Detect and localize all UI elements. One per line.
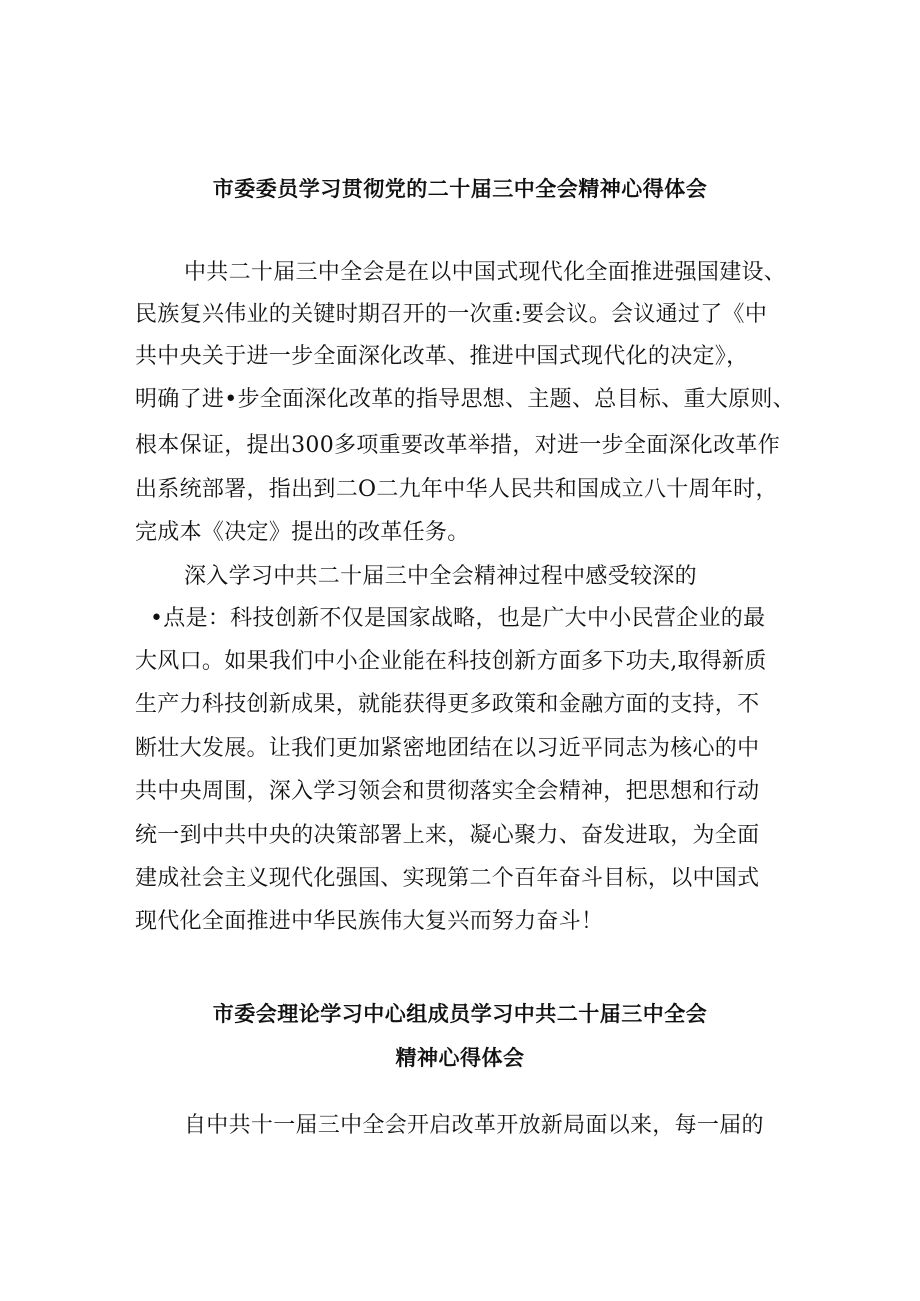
paragraph-line: 明确了进•步全面深化改革的指导思想、主题、总目标、重大原则、 — [135, 387, 795, 412]
paragraph-line: 自中共十一届三中全会开启改革开放新局面以来，每一届的 — [184, 1113, 764, 1138]
paragraph-line: 断壮大发展。让我们更加紧密地团结在以习近平同志为核心的中 — [135, 736, 760, 761]
paragraph-line: 统一到中共中央的决策部署上来，凝心聚力、奋发进取，为全面 — [135, 823, 760, 848]
paragraph-line: 完成本《决定》提出的改革任务。 — [135, 520, 470, 545]
paragraph-line: •点是：科技创新不仅是国家战略，也是广大中小民营企业的最 — [150, 606, 766, 631]
paragraph-line: 出系统部署，指出到二O二九年中华人民共和国成立八十周年时， — [135, 477, 778, 502]
paragraph-line: 根本保证，提出300多项重要改革举措，对进一步全面深化改革作 — [135, 433, 780, 458]
article1-title: 市委委员学习贯彻党的二十届三中全会精神心得体会 — [212, 177, 708, 201]
paragraph-line: 深入学习中共二十届三中全会精神过程中感受较深的 — [184, 564, 697, 589]
paragraph-line: 大风口。如果我们中小企业能在科技创新方面多下功夫,取得新质 — [135, 649, 767, 674]
article2-title-line-2: 精神心得体会 — [395, 1046, 525, 1070]
paragraph-line: 共中央关于进一步全面深化改革、推进中国式现代化的决定》， — [135, 344, 749, 369]
article2-title-line-1: 市委会理论学习中心组成员学习中共二十届三中全会 — [212, 1002, 708, 1026]
paragraph-line: 现代化全面推进中华民族伟大复兴而努力奋斗！ — [135, 909, 604, 934]
paragraph-line: 中共二十届三中全会是在以中国式现代化全面推进强国建设、 — [184, 260, 787, 285]
paragraph-line: 共中央周围，深入学习领会和贯彻落实全会精神，把思想和行动 — [135, 779, 760, 804]
paragraph-line: 生产力科技创新成果，就能获得更多政策和金融方面的支持，不 — [135, 692, 760, 717]
paragraph-line: 民族复兴伟业的关键时期召开的一次重:要会议。会议通过了《中 — [135, 302, 768, 327]
paragraph-line: 建成社会主义现代化强国、实现第二个百年奋斗目标，以中国式 — [135, 866, 760, 891]
